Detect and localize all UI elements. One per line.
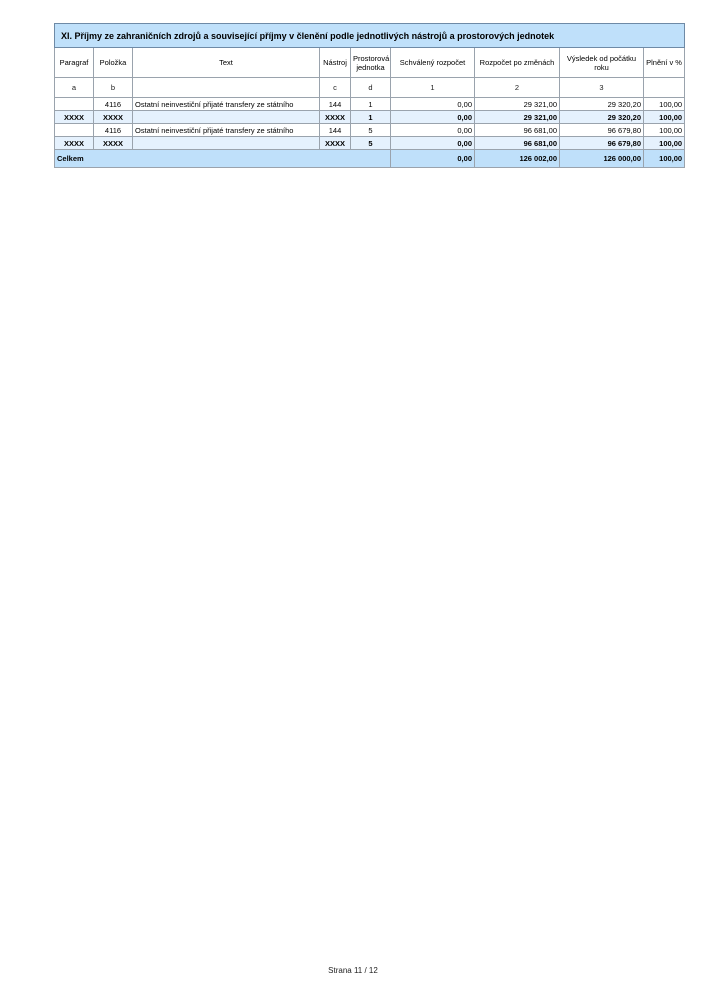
- total-row: [55, 150, 685, 168]
- cell-vysledek: 29 320,20: [560, 111, 644, 124]
- cell-plneni: 100,00: [644, 111, 685, 124]
- cell-polozka: XXXX: [94, 111, 133, 124]
- table-title: XI. Příjmy ze zahraničních zdrojů a související příjmy v členění podle jednotlivých nástrojů a prostorových jednotek: [55, 24, 685, 48]
- index-cell: [644, 78, 685, 98]
- cell-polozka: 4116: [94, 98, 133, 111]
- cell-plneni: 100,00: [644, 124, 685, 137]
- cell-rozpocet: 29 321,00: [475, 111, 560, 124]
- index-cell: 2: [475, 78, 560, 98]
- header-paragraf: Paragraf: [55, 48, 94, 78]
- index-cell: a: [55, 78, 94, 98]
- revenue-table: [54, 23, 685, 168]
- cell-rozpocet: 96 681,00: [475, 124, 560, 137]
- subtotal-row: [55, 111, 685, 124]
- index-cell: c: [320, 78, 351, 98]
- index-cell: 1: [391, 78, 475, 98]
- cell-nastroj: XXXX: [320, 137, 351, 150]
- cell-schvaleny: 0,00: [391, 111, 475, 124]
- cell-plneni: 100,00: [644, 137, 685, 150]
- index-cell: b: [94, 78, 133, 98]
- header-polozka: Položka: [94, 48, 133, 78]
- total-schvaleny: 0,00: [391, 150, 475, 168]
- cell-prostorova: 1: [351, 111, 391, 124]
- cell-paragraf: [55, 124, 94, 137]
- header-vysledek: Výsledek od počátku roku: [560, 48, 644, 78]
- cell-schvaleny: 0,00: [391, 98, 475, 111]
- subtotal-row: [55, 137, 685, 150]
- page-number: Strana 11 / 12: [328, 966, 378, 975]
- total-vysledek: 126 000,00: [560, 150, 644, 168]
- cell-prostorova: 5: [351, 124, 391, 137]
- cell-vysledek: 96 679,80: [560, 124, 644, 137]
- cell-paragraf: XXXX: [55, 137, 94, 150]
- cell-text: [133, 111, 320, 124]
- cell-text: Ostatní neinvestiční přijaté transfery ze státního: [133, 124, 320, 137]
- table-row: [55, 124, 685, 137]
- total-label: Celkem: [55, 150, 391, 168]
- cell-polozka: XXXX: [94, 137, 133, 150]
- header-plneni: Plnění v %: [644, 48, 685, 78]
- cell-text: [133, 137, 320, 150]
- total-rozpocet: 126 002,00: [475, 150, 560, 168]
- cell-schvaleny: 0,00: [391, 137, 475, 150]
- cell-prostorova: 5: [351, 137, 391, 150]
- cell-schvaleny: 0,00: [391, 124, 475, 137]
- cell-rozpocet: 29 321,00: [475, 98, 560, 111]
- cell-text: Ostatní neinvestiční přijaté transfery ze státního: [133, 98, 320, 111]
- index-cell: d: [351, 78, 391, 98]
- total-plneni: 100,00: [644, 150, 685, 168]
- header-rozpocet-po-zmenach: Rozpočet po změnách: [475, 48, 560, 78]
- cell-vysledek: 96 679,80: [560, 137, 644, 150]
- index-cell: 3: [560, 78, 644, 98]
- cell-vysledek: 29 320,20: [560, 98, 644, 111]
- table-row: [55, 98, 685, 111]
- header-text: Text: [133, 48, 320, 78]
- header-nastroj: Nástroj: [320, 48, 351, 78]
- index-cell: [133, 78, 320, 98]
- column-index-row: [55, 78, 685, 98]
- cell-nastroj: XXXX: [320, 111, 351, 124]
- cell-prostorova: 1: [351, 98, 391, 111]
- cell-plneni: 100,00: [644, 98, 685, 111]
- header-schvaleny-rozpocet: Schválený rozpočet: [391, 48, 475, 78]
- header-prostorova-jednotka: Prostorová jednotka: [351, 48, 391, 78]
- cell-rozpocet: 96 681,00: [475, 137, 560, 150]
- cell-polozka: 4116: [94, 124, 133, 137]
- cell-nastroj: 144: [320, 98, 351, 111]
- cell-paragraf: XXXX: [55, 111, 94, 124]
- cell-paragraf: [55, 98, 94, 111]
- cell-nastroj: 144: [320, 124, 351, 137]
